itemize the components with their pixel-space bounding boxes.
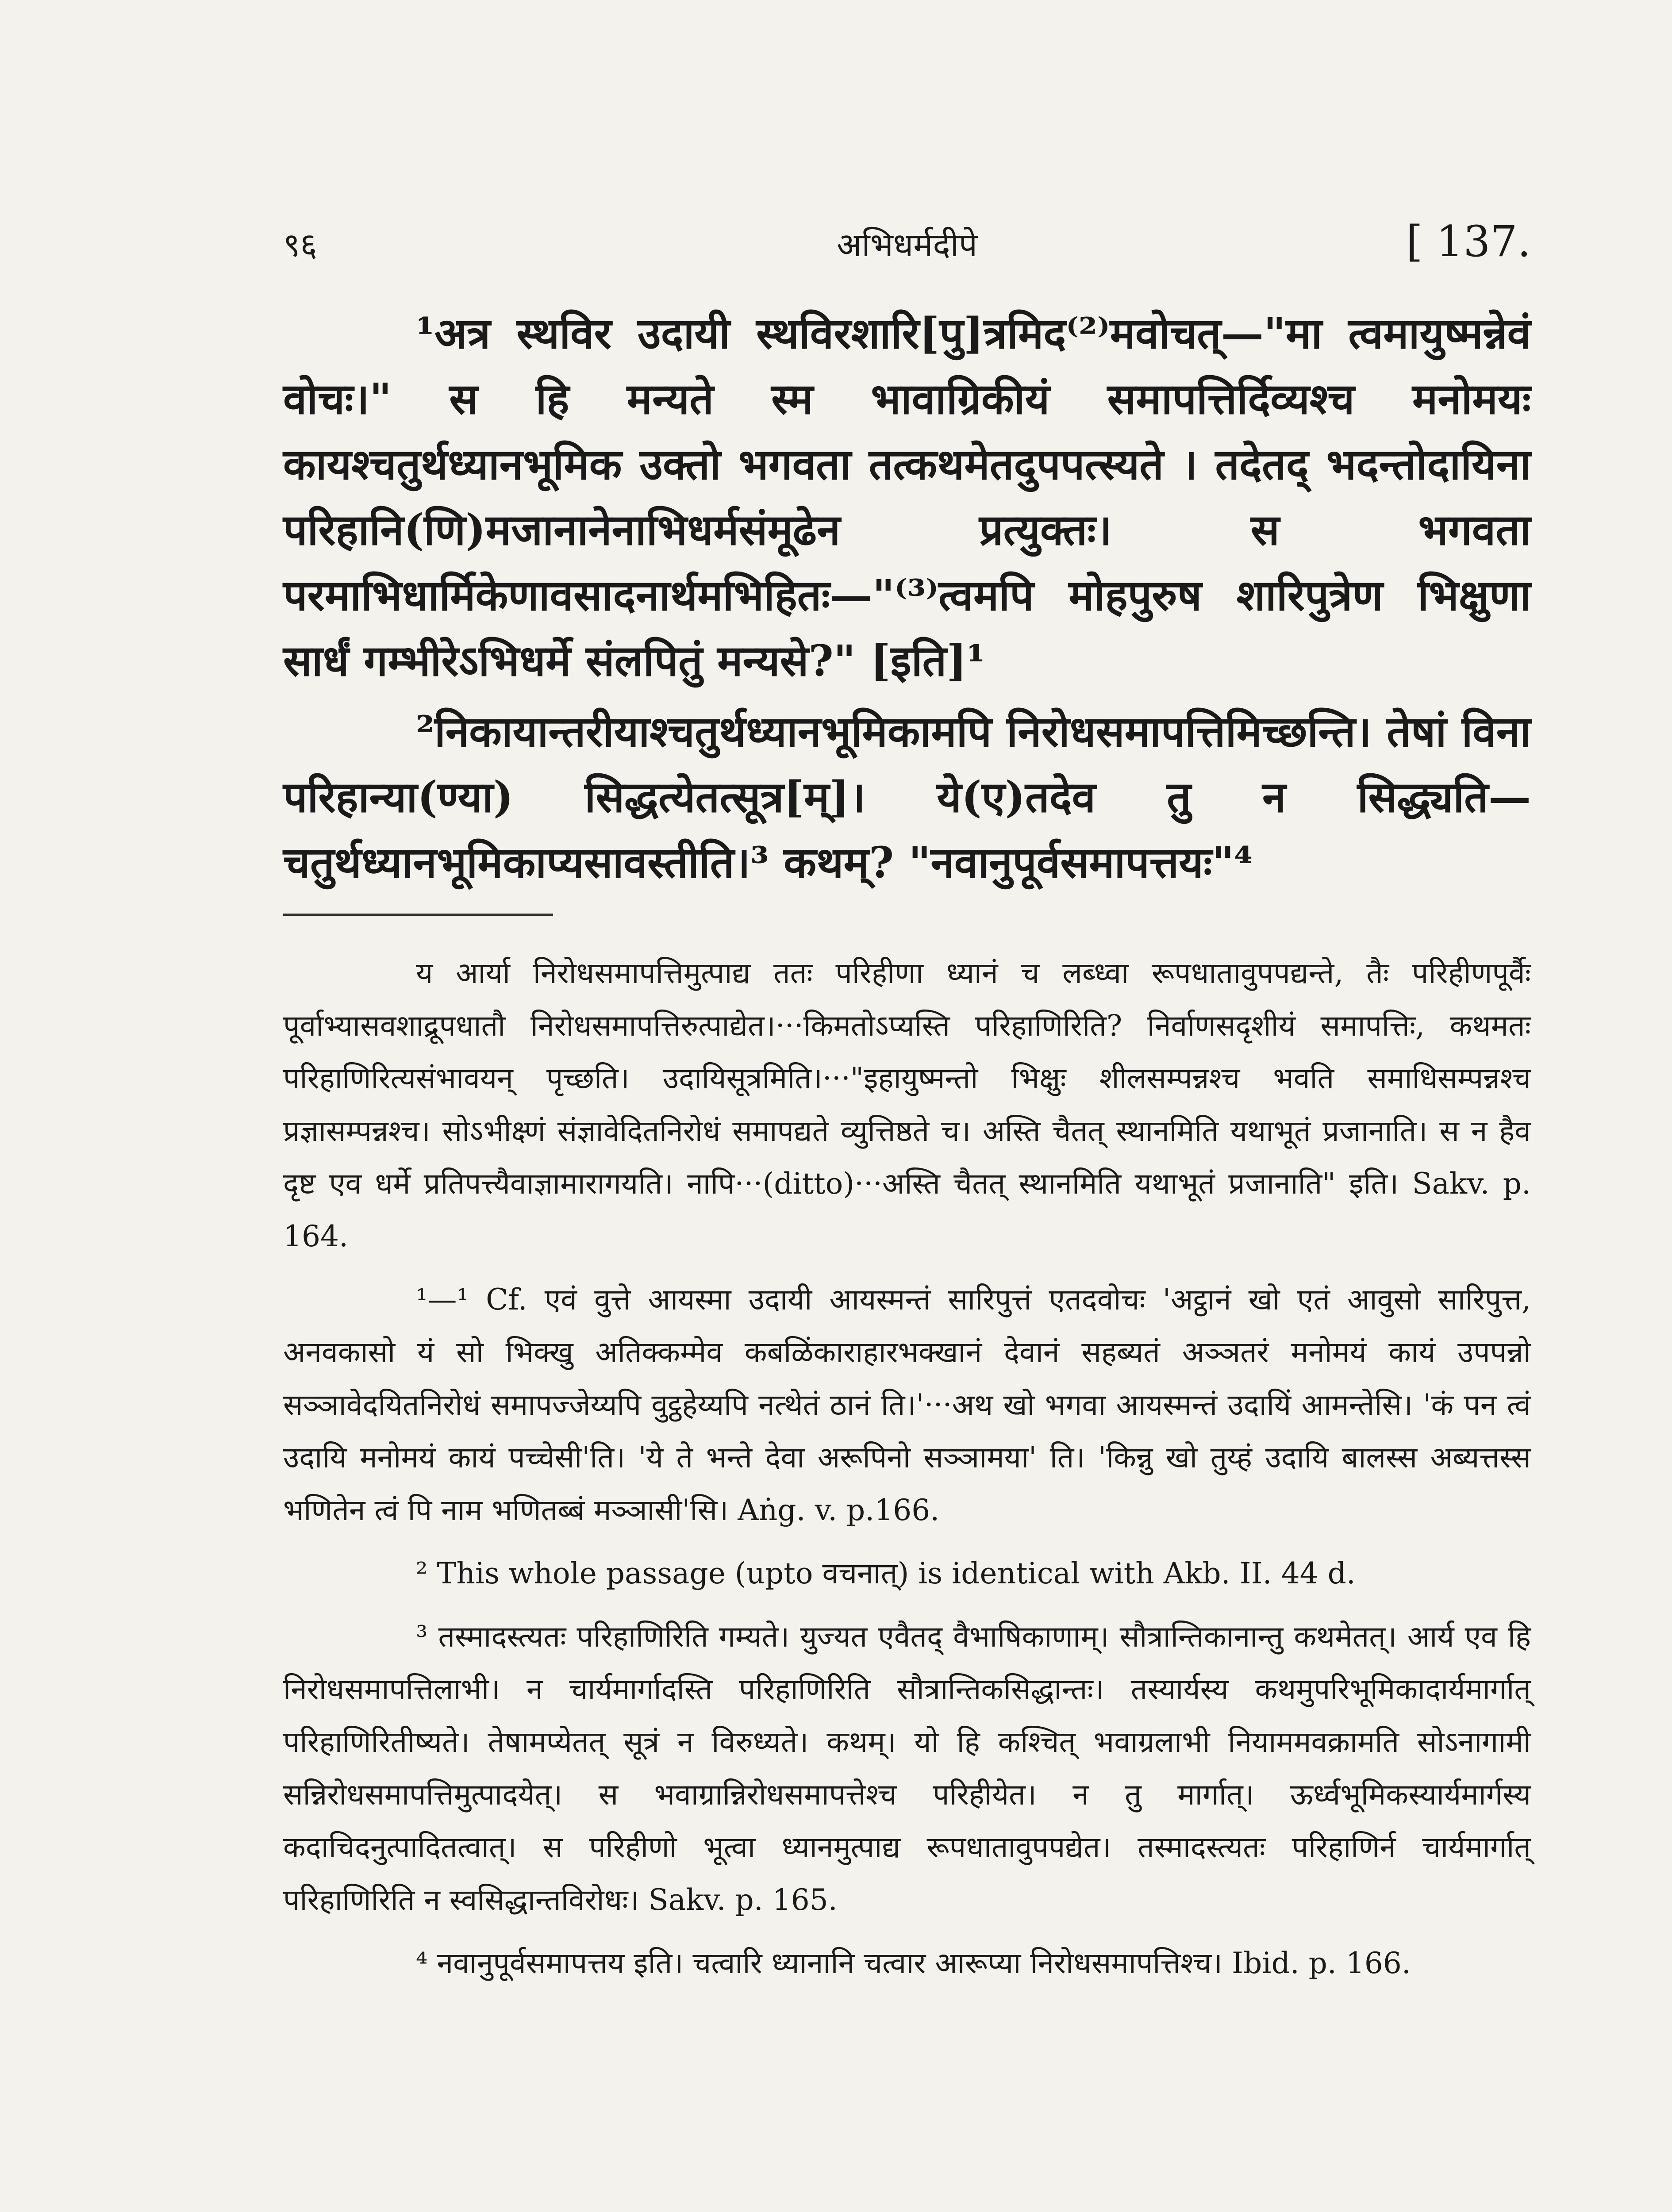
footnote-4: ⁴ नवानुपूर्वसमापत्तय इति। चत्वारि ध्यानानि चत्वार आरूप्या निरोधसमापत्तिश्च। Ibid. p. 166. xyxy=(416,1946,1411,1980)
section-number: [ 137. xyxy=(1406,217,1531,266)
running-header xyxy=(283,217,1531,283)
footnotes xyxy=(283,947,1531,2000)
main-paragraph-1: ¹अत्र स्थविर उदायी स्थविरशारि[पु]त्रमिद⁽²⁾मवोचत्—"मा त्वमायुष्मन्नेवं वोचः।" स हि मन्यते स्म भावाग्रिकीयं समापत्तिर्दिव्यश्च मनोमयः कायश्चतुर्थध्यानभूमिक उक्तो भगवता तत्कथमेतदुपपत्स्यते । तदेतद् भदन्तोदायिना परिहानि(णि)मजानानेनाभिधर्मसंमूढेन प्रत्युक्तः। स भगवता परमाभिधार्मिकेणावसादनार्थमभिहितः—"⁽³⁾त्वमपि मोहपुरुष शारिपुत्रेण भिक्षुणा सार्धं गम्भीरेऽभिधर्मे संलपितुं मन्यसे?" [इति]¹ xyxy=(283,308,1531,686)
footnote-continuation: य आर्या निरोधसमापत्तिमुत्पाद्य ततः परिहीणा ध्यानं च लब्ध्वा रूपधातावुपपद्यन्ते, तैः परिहीणपूर्वैः पूर्वाभ्यासवशाद्रूपधातौ निरोधसमापत्तिरुत्पाद्येत।···किमतोऽप्यस्ति परिहाणिरिति? निर्वाणसदृशीयं समापत्तिः, कथमतः परिहाणिरित्यसंभावयन् पृच्छति। उदायिसूत्रमिति।···"इहायुष्मन्तो भिक्षुः शीलसम्पन्नश्च भवति समाधिसम्पन्नश्च प्रज्ञासम्पन्नश्च। सोऽभीक्ष्णं संज्ञावेदितनिरोधं समापद्यते व्युत्तिष्ठते च। अस्ति चैतत् स्थानमिति यथाभूतं प्रजानाति। स न हैव दृष्ट एव धर्मे प्रतिपत्त्यैवाज्ञामारागयति। नापि···(ditto)···अस्ति चैतत् स्थानमिति यथाभूतं प्रजानाति" इति। Sakv. p. 164. xyxy=(283,956,1531,1253)
main-text xyxy=(283,301,1531,694)
footnote-separator xyxy=(283,914,553,916)
main-text-2 xyxy=(283,699,1531,895)
footnote-2: ² This whole passage (upto वचनात्) is identical with Akb. II. 44 d. xyxy=(416,1556,1356,1590)
page-number: ९६ xyxy=(283,226,317,264)
main-paragraph-2: ²निकायान्तरीयाश्चतुर्थध्यानभूमिकामपि निरोधसमापत्तिमिच्छन्ति। तेषां विना परिहान्या(ण्या) सिद्धत्येतत्सूत्र[म्]। ये(ए)तदेव तु न सिद्ध्यति—चतुर्थध्यानभूमिकाप्यसावस्तीति।³ कथम्? "नवानुपूर्वसमापत्तयः"⁴ xyxy=(283,707,1531,887)
running-title: अभिधर्मदीपे xyxy=(837,226,977,264)
footnote-3: ³ तस्मादस्त्यतः परिहाणिरिति गम्यते। युज्यत एवैतद् वैभाषिकाणाम्। सौत्रान्तिकानान्तु कथमेतत्। आर्य एव हि निरोधसमापत्तिलाभी। न चार्यमार्गादस्ति परिहाणिरिति सौत्रान्तिकसिद्धान्तः। तस्यार्यस्य कथमुपरिभूमिकादार्यमार्गात् परिहाणिरितीष्यते। तेषामप्येतत् सूत्रं न विरुध्यते। कथम्। यो हि कश्चित् भवाग्रलाभी नियाममवक्रामति सोऽनागामी सन्निरोधसमापत्तिमुत्पादयेत्। स भवाग्रान्निरोधसमापत्तेश्च परिहीयेत। न तु मार्गात्। ऊर्ध्वभूमिकस्यार्यमार्गस्य कदाचिदनुत्पादितत्वात्। स परिहीणो भूत्वा ध्यानमुत्पाद्य रूपधातावुपपद्येत। तस्मादस्त्यतः परिहाणिर्न चार्यमार्गात् परिहाणिरिति न स्वसिद्धान्तविरोधः। Sakv. p. 165. xyxy=(283,1620,1531,1917)
footnote-1: ¹—¹ Cf. एवं वुत्ते आयस्मा उदायी आयस्मन्तं सारिपुत्तं एतदवोचः 'अट्ठानं खो एतं आवुसो सारिपुत्त, अनवकासो यं सो भिक्खु अतिक्कम्मेव कबळिंकाराहारभक्खानं देवानं सहब्यतं अञ्ञतरं मनोमयं कायं उपपन्नो सञ्ञावेदयितनिरोधं समापज्जेय्यपि वुट्ठहेय्यपि नत्थेतं ठानं ति।'···अथ खो भगवा आयस्मन्तं उदायिं आमन्तेसि। 'कं पन त्वं उदायि मनोमयं कायं पच्चेसी'ति। 'ये ते भन्ते देवा अरूपिनो सञ्ञामया' ति। 'किन्नु खो तुय्हं उदायि बालस्स अब्यत्तस्स भणितेन त्वं पि नाम भणितब्बं मञ्ञासी'सि। Aṅg. v. p.166. xyxy=(283,1283,1531,1527)
